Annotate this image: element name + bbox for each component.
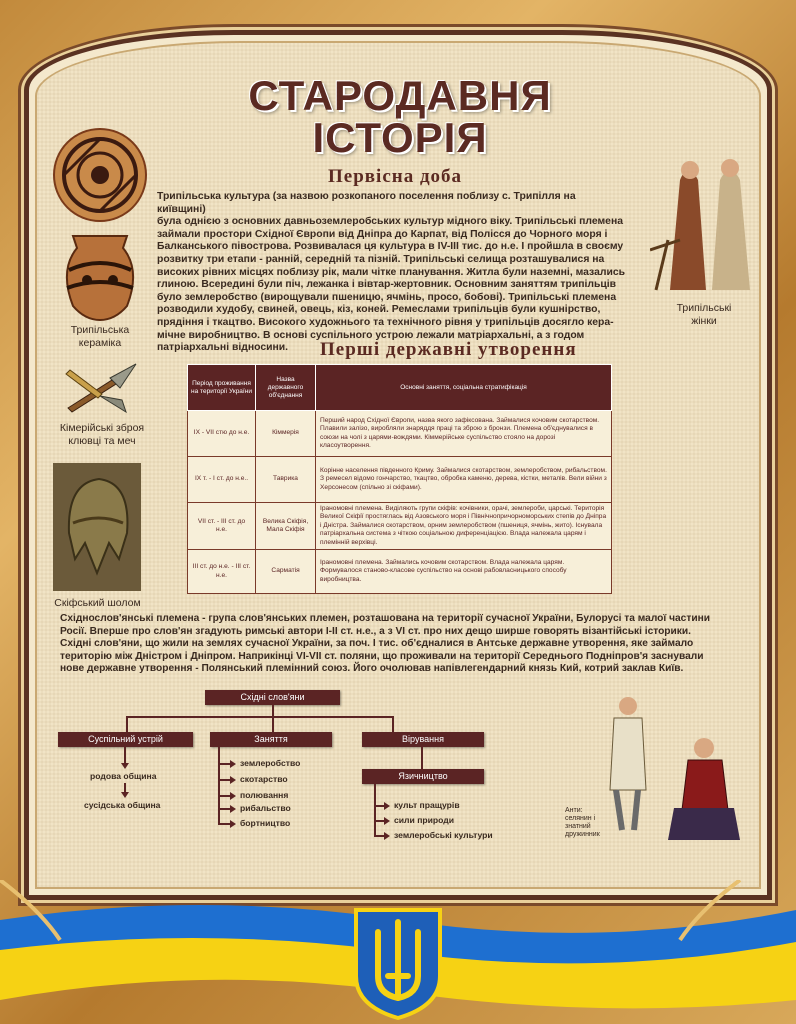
weapons-image xyxy=(62,360,142,416)
trypillia-women-image xyxy=(650,140,760,300)
states-table xyxy=(187,364,612,594)
section2-title: Перші державні утворення xyxy=(320,339,577,360)
table-row: VII ст. - III ст. до н.е. Велика Скіфія, Мала Скіфія Іраномовні племена. Виділяють групи скіфів: кочівники, орачі, землероби, царські. Територія Великої Скіфії простяглась від Азовського моря і Північнопричорноморських степів до Дніпра і Дністра. Займалися скотарством, орним землеробством (пшениця, ячмінь, жито). Існувала патріархальна система з чіткою соціальною диференціацією. Влада належала царям і племінній верхівці. xyxy=(188,503,612,550)
occupation-item: полювання xyxy=(240,790,289,800)
occupation-item: бортництво xyxy=(240,818,291,828)
ceramic-pot-image xyxy=(55,230,145,322)
antes-image xyxy=(604,690,744,850)
table-header-description: Основні заняття, соціальна стратифікація xyxy=(316,365,612,411)
trident-icon xyxy=(352,906,444,1020)
diagram-root: Східні слов'яни xyxy=(205,690,340,705)
section3-text: Східнослов'янські племена - група слов'янських племен, розташована на території сучасної України, Булорусі та малої частини Росії. Вперше про слов'ян згадують римські автори I-II ст. н.е., а з VI ст. про них дещо ширше говорять візантійські історики. Східні слов'яни, що жили на землях сучасної України, за поч. I тис. об'єдналися в Антське державне утворення, яке займало територію між Дністром і Дніпром. Наприкінці VI-VII ст. поляни, що проживали на території Середнього Подніпров'я заснували нове державне утворення - Полянський племінний союз. Його очолював напівлегендарний князь Кий, котрий заклав Київ. xyxy=(60,613,710,675)
branch-beliefs: Вірування xyxy=(362,732,484,747)
section1-title: Первісна доба xyxy=(328,166,463,187)
section1-text: Трипільська культура (за назвою розкопаного поселення поблизу с. Трипілля на київщині) була однією з основних давньоземлеробських культур мідного віку. Трипільські племена займали простори Східної Європи від Дніпра до Карпат, від Полісся до Чорного моря і Балканського півострова. Розвивалася ця культура в IV-III тис. до н.е. І пройшла в своєму розвитку три етапи - ранній, середній та пізній. Трипільські селища розташувалися на високих рівних місцях поблизу рік, мали чітке планування. Житла були наземні, мазались глиною. Всередині були піч, лежанка і вівтар-жертовник. Основним заняттям трипільців було землеробство (вирощували пшеницю, ячмінь, просо, бобові). Трипільські племена розводили худобу, свиней, овець, кіз, коней. Ремеслами трипільців були кушнірство, прядіння і ткацтво. Високого художнього та технічного рівня у трипільців досягло кера- мічне виробництво. В основі суспільного устрою лежали матріархальні, а з годом патріархальні відносини. xyxy=(157,191,626,354)
table-row: III ст. до н.е. - III ст. н.е. Сарматія Іраномовні племена. Займались кочовим скотарством. Влада належала царям. Формувалося станово-класове суспільство на основі рабовласницького способу виробництва. xyxy=(188,550,612,594)
antes-caption: Анти: селянин і знатний дружинник xyxy=(565,807,600,838)
belief-item: сили природи xyxy=(394,815,455,825)
occupation-item: рибальство xyxy=(240,803,291,813)
table-header-name: Назва державного об'єднання xyxy=(256,365,316,411)
ceramics-caption: Трипільська кераміка xyxy=(70,324,130,349)
weapons-caption: Кімерійські зброя клювці та меч xyxy=(59,422,145,447)
branch-social: Суспільний устрій xyxy=(58,732,193,747)
helmet-image xyxy=(53,463,141,591)
table-header-period: Період проживання на території України xyxy=(188,365,256,411)
social-item: сусідська община xyxy=(84,800,161,810)
table-row: IX т. - I ст. до н.е.. Таврика Корінне населення південного Криму. Займалися скотарством, землеробством, рибальством. З ремесел відомо гончарство, ткацтво, обробка каменю, дерева, кістки, металів. Вели війни з Херсонесом (спільно зі скіфами). xyxy=(188,457,612,503)
women-caption: Трипільські жінки xyxy=(676,302,732,327)
title-line1: СТАРОДАВНЯ xyxy=(248,72,552,119)
table-row: IX - VII стю до н.е. Кіммерія Перший народ Східної Європи, назва якого зафіксована. Займалися кочовим скотарством. Плавили залізо, виробляли знаряддя праці та зброю з бронзи. Племена об'єднувалися в союзи на чолі з царями-вождями. Кіммерійське суспільство стояло на дорозі класоутворення. xyxy=(188,411,612,457)
ceramic-plate-image xyxy=(52,127,148,223)
occupation-item: землеробство xyxy=(240,758,301,768)
paganism-box: Язичництво xyxy=(362,769,484,784)
belief-item: культ пращурів xyxy=(394,800,460,810)
title-line2: ІСТОРІЯ xyxy=(312,114,488,161)
social-item: родова община xyxy=(90,771,157,781)
helmet-caption: Скіфський шолом xyxy=(54,597,141,609)
belief-item: землеробські культури xyxy=(394,830,493,840)
occupation-item: скотарство xyxy=(240,774,288,784)
branch-occupations: Заняття xyxy=(210,732,332,747)
